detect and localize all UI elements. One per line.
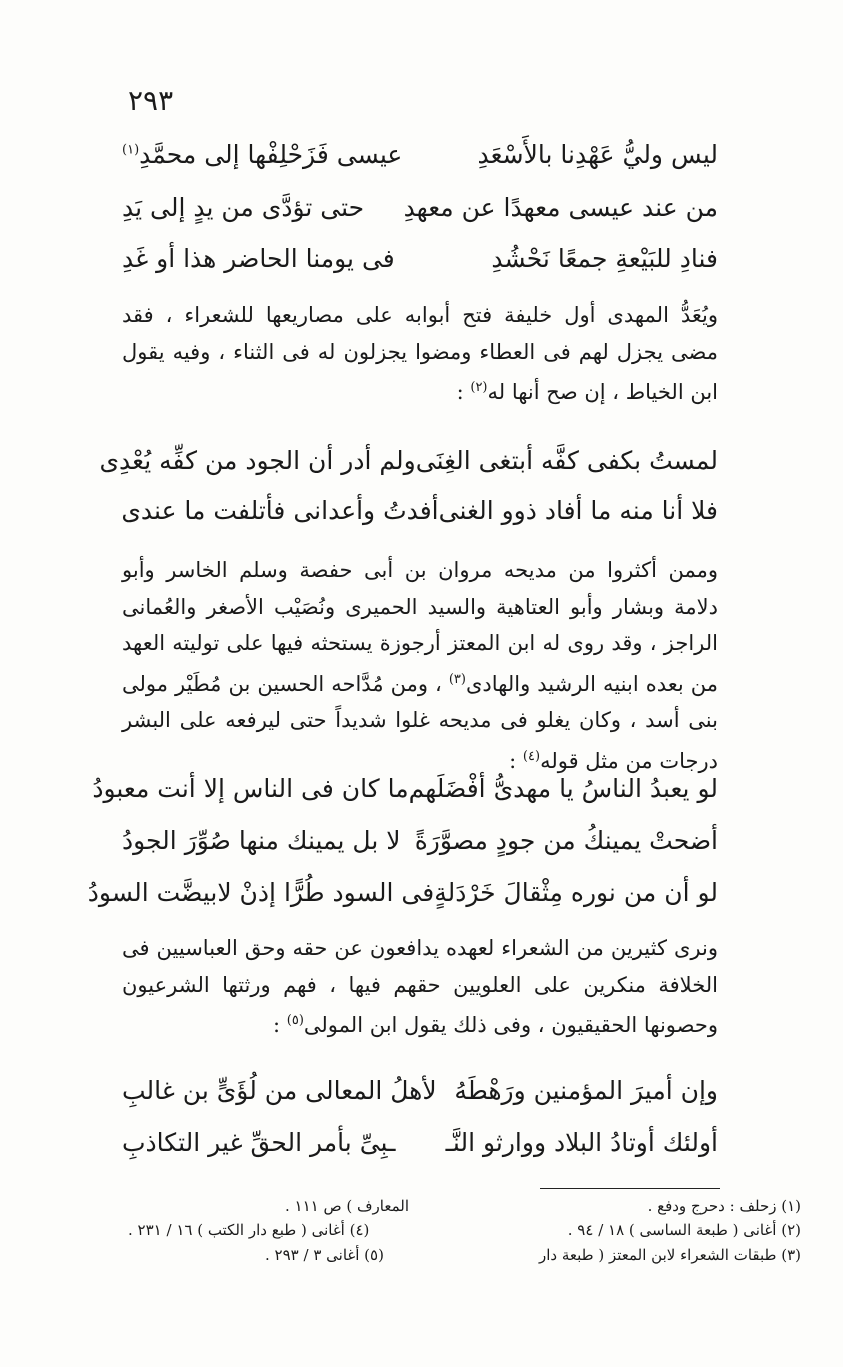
verse-first-hemistich: وإن أميرَ المؤمنين ورَهْطَهُ <box>454 1076 718 1105</box>
verse-line <box>122 496 718 540</box>
verse-first-hemistich: أضحتْ يمينكُ من جودٍ مصوَّرَةً <box>414 826 718 855</box>
verse-second-hemistich: ما كان فى الناس إلا أنت معبودُ <box>92 774 409 803</box>
verse-first-hemistich: فلا أنا منه ما أفاد ذوو الغنى <box>438 496 718 525</box>
body-paragraph <box>122 930 718 1044</box>
verse-second-hemistich: ـبِىِّ بأمر الحقِّ غير التكاذبِ <box>122 1128 396 1157</box>
paragraph-text: ويُعَدُّ المهدى أول خليفة فتح أبوابه على مصاريعها للشعراء ، فقد مضى يجزل لهم فى العطاء ومضوا يجزلون له فى الثناء ، وفيه يقول ابن الخياط ، إن صح أنها له <box>122 303 718 404</box>
verse-first-hemistich: لو أن من نوره مِثْقالَ خَرْدَلةٍ <box>434 878 718 907</box>
verse-first-hemistich: أولئك أوتادُ البلاد ووارثو النَّـ <box>445 1128 718 1157</box>
footnote-marker: (٤) <box>522 748 541 764</box>
paragraph-text: وممن أكثروا من مديحه مروان بن أبى حفصة وسلم الخاسر وأبو دلامة وبشار وأبو العتاهية والسيد الحميرى ونُصَيْب الأصغر والعُمانى الراجز ، وقد روى له ابن المعتز أرجوزة يستحثه فيها على توليته العهد من بعده ابنيه الرشيد والهادى <box>122 558 718 696</box>
footnote-divider <box>540 1188 720 1189</box>
footnote-3: (٣) طبقات الشعراء لابن المعتز ( طبعة دار <box>538 1246 801 1264</box>
verse-second-hemistich <box>122 140 402 169</box>
paragraph-text-cont: ، ومن مُدَّاحه الحسين بن مُطَيْر مولى بنى أسد ، وكان يغلو فى مديحه غلوا شديداً حتى ليرفعه على البشر درجات من مثل قوله <box>122 671 718 773</box>
verse-second-hemistich: حتى تؤدَّى من يدٍ إلى يَدِ <box>122 193 365 222</box>
footnote-3-continued: المعارف ) ص ١١١ . <box>285 1197 410 1215</box>
verse-line <box>122 1128 718 1172</box>
verse-second-hemistich: لأهلُ المعالى من لُؤَىٍّ بن غالبِ <box>122 1076 437 1105</box>
verse-line <box>122 244 718 288</box>
footnote-marker: (١) <box>122 142 140 158</box>
verse-first-hemistich: ليس وليُّ عَهْدِنا بالأَسْعَدِ <box>477 140 718 169</box>
verse-first-hemistich: لمستُ بكفى كفَّه أبتغى الغِنَى <box>415 446 718 475</box>
body-paragraph <box>122 552 718 779</box>
verse-line <box>87 878 718 922</box>
verse-second-hemistich: لا بل يمينك منها صُوِّرَ الجودُ <box>122 826 401 855</box>
verse-line <box>99 446 718 490</box>
verse-line <box>122 140 718 184</box>
verse-first-hemistich: من عند عيسى معهدًا عن معهدِ <box>403 193 718 222</box>
footnote-4: (٤) أغانى ( طبع دار الكتب ) ١٦ / ٢٣١ . <box>128 1221 370 1239</box>
footnote-marker: (٢) <box>470 380 488 395</box>
verse-line <box>92 774 718 818</box>
verse-second-hemistich: فى يومنا الحاضر هذا أو غَدِ <box>122 244 395 273</box>
verse-text: عيسى فَزَحْلِفْها إلى محمَّدِ <box>139 140 403 169</box>
footnote-marker: (٣) <box>448 671 466 687</box>
footnote-marker: (٥) <box>286 1013 304 1028</box>
verse-line <box>122 826 718 870</box>
verse-line <box>122 193 718 237</box>
paragraph-end: : <box>273 1013 287 1037</box>
footnote-5: (٥) أغانى ٣ / ٢٩٣ . <box>265 1246 384 1264</box>
footnote-1: (١) زحلف : دحرج ودفع . <box>647 1197 801 1215</box>
footnote-2: (٢) أغانى ( طبعة الساسى ) ١٨ / ٩٤ . <box>567 1221 801 1239</box>
body-paragraph <box>122 297 718 411</box>
page-number: ٢٩٣ <box>128 84 174 117</box>
paragraph-end: : <box>456 380 471 404</box>
verse-first-hemistich: فنادِ للبَيْعةِ جمعًا نَحْشُدِ <box>491 244 718 273</box>
paragraph-end: : <box>509 748 523 773</box>
verse-line <box>122 1076 718 1120</box>
verse-second-hemistich: ولم أدر أن الجود من كفِّه يُعْدِى <box>99 446 416 475</box>
verse-first-hemistich: لو يعبدُ الناسُ يا مهدىُّ أفْضَلَهم <box>408 774 718 803</box>
verse-second-hemistich: أفدتُ وأعدانى فأتلفت ما عندى <box>121 496 439 525</box>
paragraph-text: ونرى كثيرين من الشعراء لعهده يدافعون عن حقه وحق العباسيين فى الخلافة منكرين على العلويين حقهم فيها ، فهم ورثتها الشرعيون وحصونها الحقيقيون ، وفى ذلك يقول ابن المولى <box>122 936 718 1037</box>
verse-second-hemistich: فى السود طُرًّا إذنْ لابيضَّت السودُ <box>87 878 435 907</box>
